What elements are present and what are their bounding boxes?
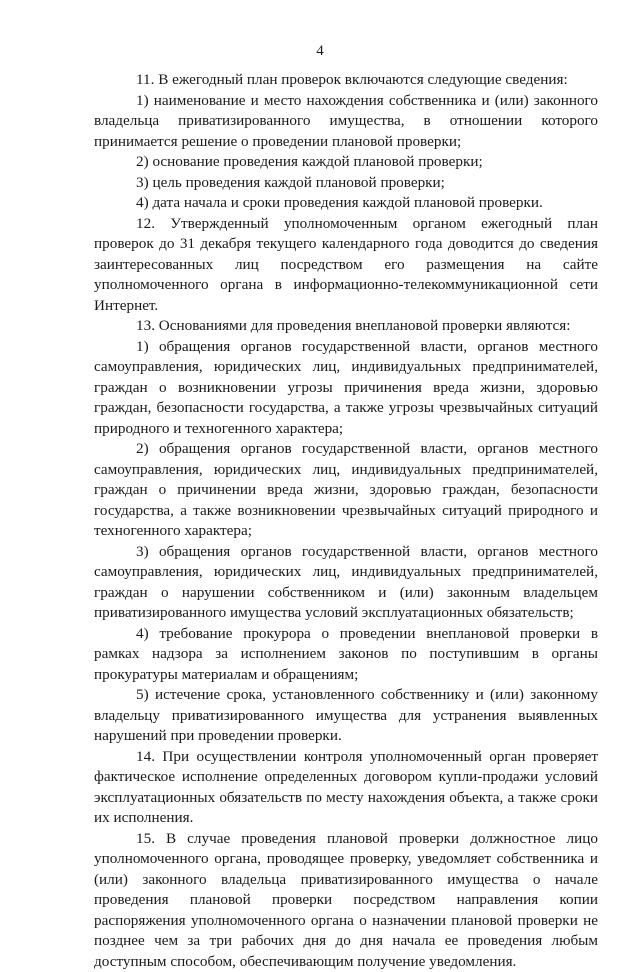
document-body [94,70,598,972]
paragraph-14: 14. При осуществлении контроля уполномоченный орган проверяет фактическое исполнение определенных договором купли-продажи условий эксплуатационных обязательств по месту нахождения объекта, а также сроки их исполнения. [94,747,598,829]
paragraph-13-item-1: 1) обращения органов государственной власти, органов местного самоуправления, юридических лиц, индивидуальных предпринимателей, граждан о возникновении угрозы причинения вреда жизни, здоровью граждан, безопасности государства, а также угрозы чрезвычайных ситуаций природного и техногенного характера; [94,337,598,440]
paragraph-13-item-5: 5) истечение срока, установленного собственнику и (или) законному владельцу приватизированного имущества для устранения выявленных нарушений при проведении проверки. [94,685,598,747]
paragraph-13-item-3: 3) обращения органов государственной власти, органов местного самоуправления, юридических лиц, индивидуальных предпринимателей, граждан о нарушении собственником и (или) законным владельцем приватизированного имущества условий эксплуатационных обязательств; [94,542,598,624]
paragraph-12: 12. Утвержденный уполномоченным органом ежегодный план проверок до 31 декабря текущего календарного года доводится до сведения заинтересованных лиц посредством его размещения на сайте уполномоченного органа в информационно-телекоммуникационной сети Интернет. [94,214,598,317]
paragraph-11-item-1: 1) наименование и место нахождения собственника и (или) законного владельца приватизированного имущества, в отношении которого принимается решение о проведении плановой проверки; [94,91,598,153]
paragraph-13-item-2: 2) обращения органов государственной власти, органов местного самоуправления, юридических лиц, индивидуальных предпринимателей, граждан о причинении вреда жизни, здоровью граждан, безопасности государства, а также возникновении чрезвычайных ситуаций природного и техногенного характера; [94,439,598,542]
page-number: 4 [0,41,640,62]
paragraph-15: 15. В случае проведения плановой проверки должностное лицо уполномоченного органа, проводящее проверку, уведомляет собственника и (или) законного владельца приватизированного имущества о начале проведения плановой проверки посредством направления копии распоряжения уполномоченного органа о назначении плановой проверки не позднее чем за три рабочих дня до дня начала ее проведения любым доступным способом, обеспечивающим получение уведомления. [94,829,598,972]
paragraph-13: 13. Основаниями для проведения внеплановой проверки являются: [94,316,598,337]
paragraph-11-item-4: 4) дата начала и сроки проведения каждой плановой проверки. [94,193,598,214]
paragraph-11-item-3: 3) цель проведения каждой плановой проверки; [94,173,598,194]
paragraph-13-item-4: 4) требование прокурора о проведении внеплановой проверки в рамках надзора за исполнением законов по поступившим в органы прокуратуры материалам и обращениям; [94,624,598,686]
paragraph-11-item-2: 2) основание проведения каждой плановой проверки; [94,152,598,173]
paragraph-11: 11. В ежегодный план проверок включаются следующие сведения: [94,70,598,91]
